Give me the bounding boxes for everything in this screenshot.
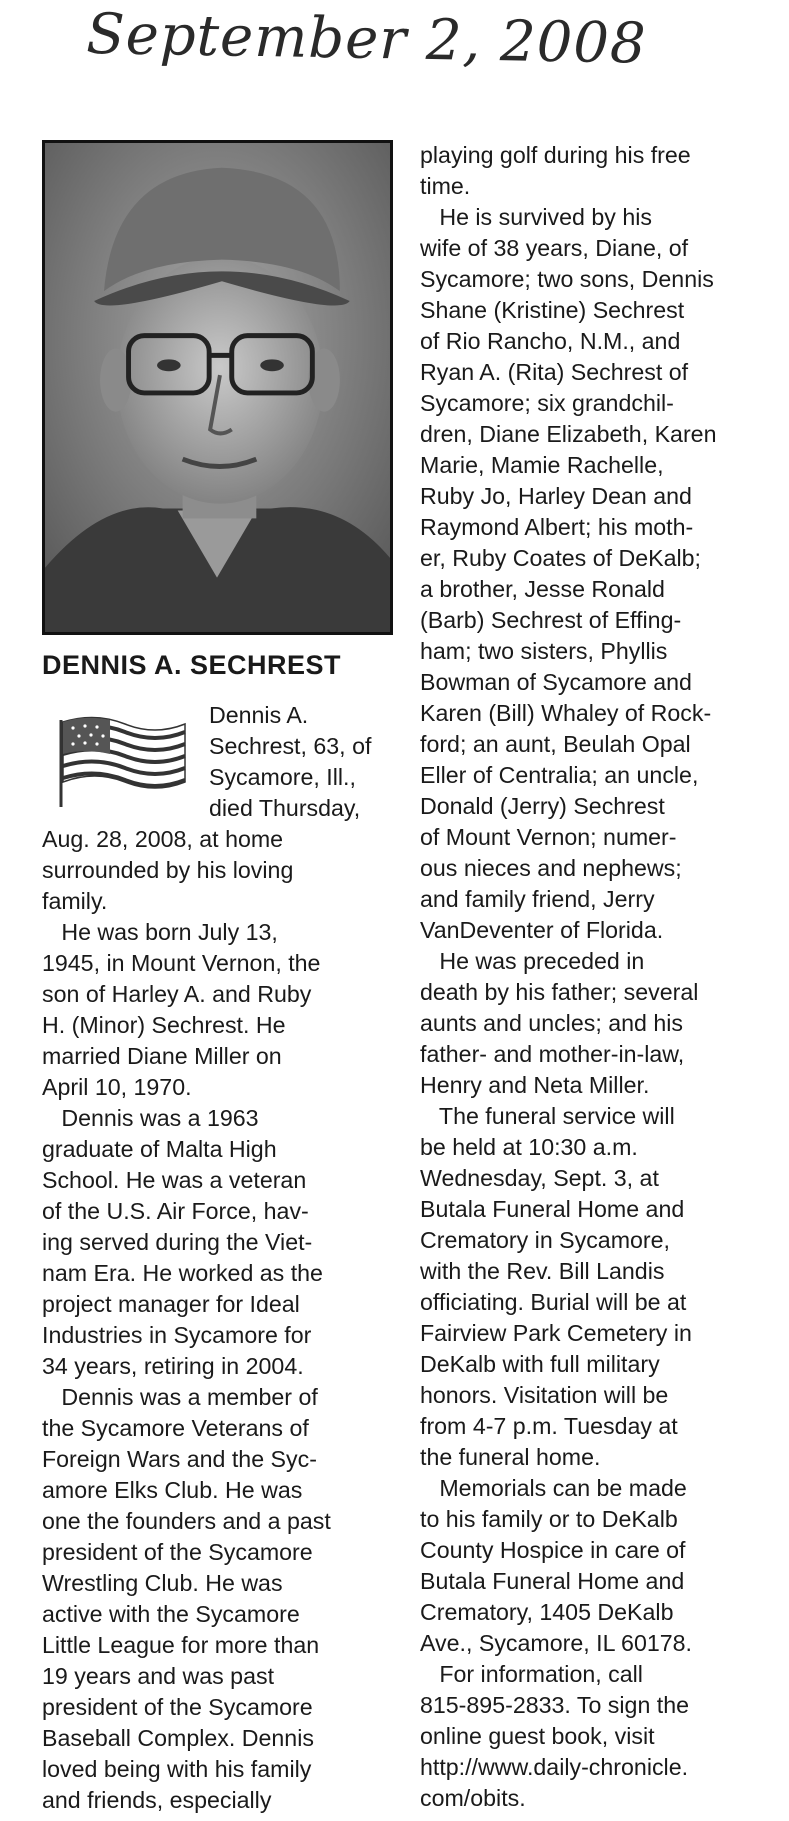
- text-line: online guest book, visit: [420, 1723, 655, 1749]
- text-line: honors. Visitation will be: [420, 1382, 669, 1408]
- text-line: Wednesday, Sept. 3, at: [420, 1165, 659, 1191]
- text-line: Sycamore, Ill.,: [209, 764, 356, 790]
- text-line: For information, call: [420, 1661, 643, 1687]
- text-line: The funeral service will: [420, 1103, 675, 1129]
- text-line: aunts and uncles; and his: [420, 1010, 683, 1036]
- text-line: Sycamore; two sons, Dennis: [420, 266, 714, 292]
- text-line: and family friend, Jerry: [420, 886, 655, 912]
- text-line: of the U.S. Air Force, hav-: [42, 1198, 309, 1224]
- text-line: Ave., Sycamore, IL 60178.: [420, 1630, 692, 1656]
- text-line: Sechrest, 63, of: [209, 733, 372, 759]
- text-line: Sycamore; six grandchil-: [420, 390, 674, 416]
- text-line: Henry and Neta Miller.: [420, 1072, 650, 1098]
- text-line: ford; an aunt, Beulah Opal: [420, 731, 691, 757]
- text-line: president of the Sycamore: [42, 1539, 313, 1565]
- text-line: the funeral home.: [420, 1444, 601, 1470]
- text-line: son of Harley A. and Ruby: [42, 981, 312, 1007]
- text-line: dren, Diane Elizabeth, Karen: [420, 421, 717, 447]
- text-line: Butala Funeral Home and: [420, 1568, 685, 1594]
- text-line: the Sycamore Veterans of: [42, 1415, 309, 1441]
- text-line: wife of 38 years, Diane, of: [420, 235, 689, 261]
- text-line: Donald (Jerry) Sechrest: [420, 793, 665, 819]
- text-line: ous nieces and nephews;: [420, 855, 682, 881]
- text-line: 34 years, retiring in 2004.: [42, 1353, 304, 1379]
- text-line: a brother, Jesse Ronald: [420, 576, 665, 602]
- text-line: Ruby Jo, Harley Dean and: [420, 483, 692, 509]
- text-line: Memorials can be made: [420, 1475, 687, 1501]
- text-line: er, Ruby Coates of DeKalb;: [420, 545, 701, 571]
- text-line: loved being with his family: [42, 1756, 312, 1782]
- text-line: Crematory in Sycamore,: [420, 1227, 670, 1253]
- text-line: Wrestling Club. He was: [42, 1570, 283, 1596]
- text-line: officiating. Burial will be at: [420, 1289, 687, 1315]
- american-flag-icon: [55, 712, 190, 807]
- text-line: Crematory, 1405 DeKalb: [420, 1599, 674, 1625]
- text-line: died Thursday,: [209, 795, 361, 821]
- text-line: Baseball Complex. Dennis: [42, 1725, 314, 1751]
- obituary-name: DENNIS A. SECHREST: [42, 650, 342, 680]
- text-line: death by his father; several: [420, 979, 699, 1005]
- text-line: DeKalb with full military: [420, 1351, 660, 1377]
- text-line: ham; two sisters, Phyllis: [420, 638, 668, 664]
- text-line: playing golf during his free: [420, 142, 691, 168]
- text-line: family.: [42, 888, 108, 914]
- text-line: H. (Minor) Sechrest. He: [42, 1012, 286, 1038]
- text-line: Aug. 28, 2008, at home: [42, 826, 284, 852]
- text-line: from 4-7 p.m. Tuesday at: [420, 1413, 678, 1439]
- obituary-lead-text: [209, 700, 399, 824]
- text-line: amore Elks Club. He was: [42, 1477, 303, 1503]
- text-line: 815-895-2833. To sign the: [420, 1692, 690, 1718]
- text-line: School. He was a veteran: [42, 1167, 307, 1193]
- text-line: Dennis A.: [209, 702, 309, 728]
- text-line: with the Rev. Bill Landis: [420, 1258, 665, 1284]
- text-line: Karen (Bill) Whaley of Rock-: [420, 700, 712, 726]
- text-line: graduate of Malta High: [42, 1136, 277, 1162]
- text-line: Fairview Park Cemetery in: [420, 1320, 692, 1346]
- text-line: nam Era. He worked as the: [42, 1260, 323, 1286]
- text-line: He is survived by his: [420, 204, 652, 230]
- text-line: project manager for Ideal: [42, 1291, 300, 1317]
- text-line: active with the Sycamore: [42, 1601, 300, 1627]
- text-line: County Hospice in care of: [420, 1537, 686, 1563]
- text-line: Raymond Albert; his moth-: [420, 514, 694, 540]
- text-line: Marie, Mamie Rachelle,: [420, 452, 664, 478]
- text-line: Ryan A. (Rita) Sechrest of: [420, 359, 689, 385]
- text-line: com/obits.: [420, 1785, 526, 1811]
- text-line: be held at 10:30 a.m.: [420, 1134, 638, 1160]
- text-line: president of the Sycamore: [42, 1694, 313, 1720]
- text-line: married Diane Miller on: [42, 1043, 282, 1069]
- obituary-column-1: [42, 824, 402, 1816]
- portrait-photo: [42, 140, 393, 635]
- obituary-column-2: [420, 140, 780, 1814]
- text-line: Industries in Sycamore for: [42, 1322, 312, 1348]
- text-line: Dennis was a member of: [42, 1384, 318, 1410]
- text-line: VanDeventer of Florida.: [420, 917, 664, 943]
- text-line: April 10, 1970.: [42, 1074, 192, 1100]
- text-line: to his family or to DeKalb: [420, 1506, 678, 1532]
- text-line: He was born July 13,: [42, 919, 278, 945]
- text-line: Little League for more than: [42, 1632, 320, 1658]
- text-line: Butala Funeral Home and: [420, 1196, 685, 1222]
- text-line: one the founders and a past: [42, 1508, 331, 1534]
- text-line: 19 years and was past: [42, 1663, 275, 1689]
- handwritten-date: September 2, 2008: [85, 1, 648, 77]
- text-line: time.: [420, 173, 471, 199]
- text-line: of Rio Rancho, N.M., and: [420, 328, 681, 354]
- text-line: He was preceded in: [420, 948, 645, 974]
- text-line: father- and mother-in-law,: [420, 1041, 685, 1067]
- text-line: Bowman of Sycamore and: [420, 669, 692, 695]
- text-line: and friends, especially: [42, 1787, 272, 1813]
- text-line: Eller of Centralia; an uncle,: [420, 762, 699, 788]
- text-line: ing served during the Viet-: [42, 1229, 313, 1255]
- text-line: surrounded by his loving: [42, 857, 294, 883]
- text-line: Foreign Wars and the Syc-: [42, 1446, 317, 1472]
- text-line: 1945, in Mount Vernon, the: [42, 950, 321, 976]
- text-line: Dennis was a 1963: [42, 1105, 259, 1131]
- text-line: Shane (Kristine) Sechrest: [420, 297, 685, 323]
- text-line: http://www.daily-chronicle.: [420, 1754, 689, 1780]
- text-line: (Barb) Sechrest of Effing-: [420, 607, 682, 633]
- text-line: of Mount Vernon; numer-: [420, 824, 677, 850]
